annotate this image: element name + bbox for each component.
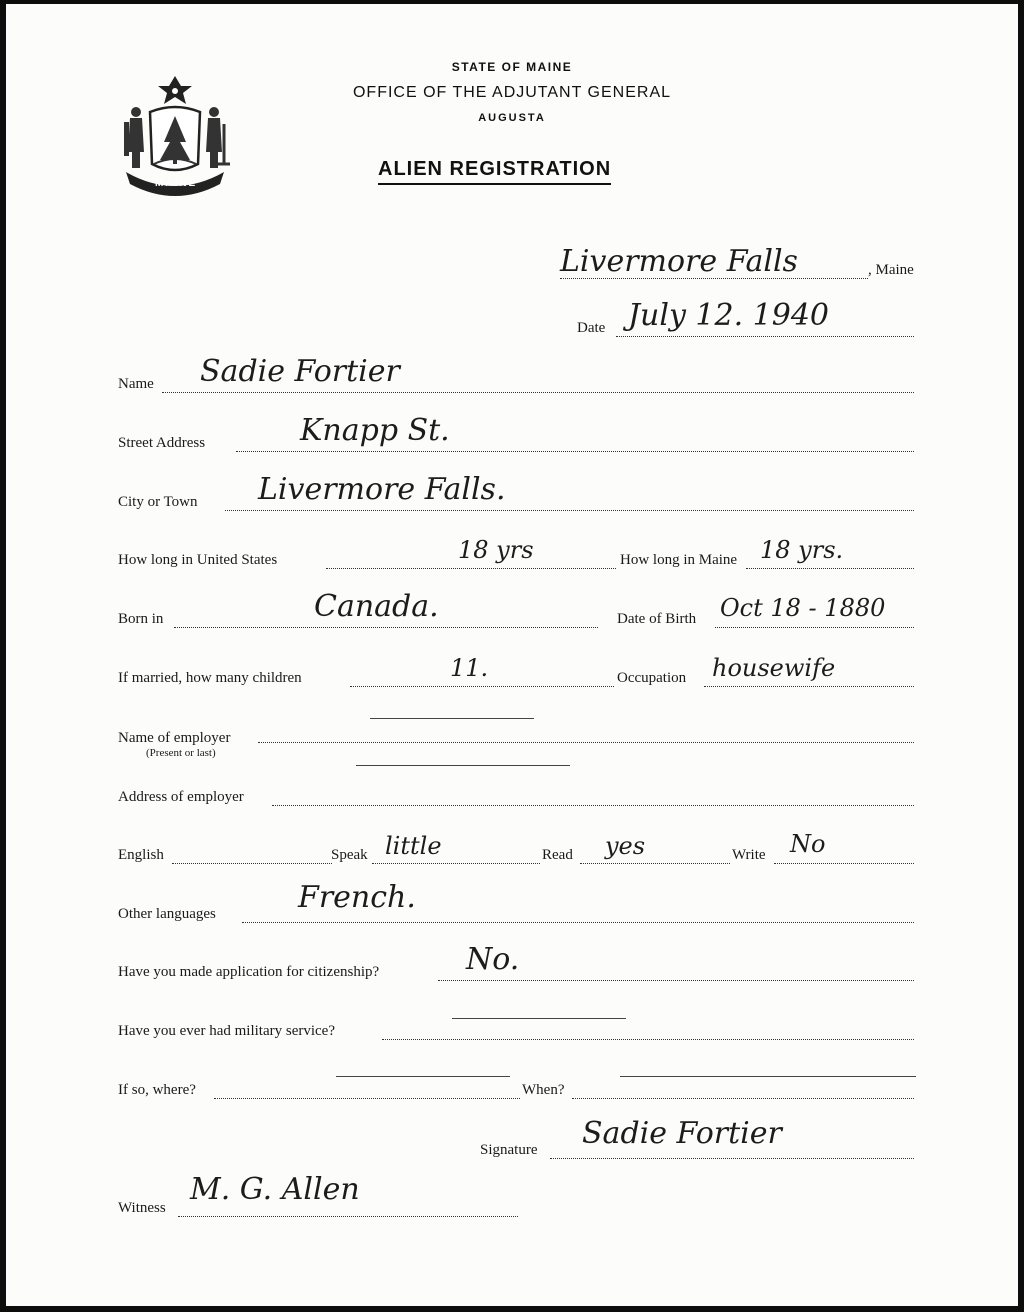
speak-value: little [385,832,442,860]
date-label: Date [577,320,606,336]
where-label: If so, where? [118,1082,196,1098]
street-value: Knapp St. [300,413,450,448]
english-label: English [118,847,164,863]
street-label: Street Address [118,435,206,451]
signature-label: Signature [480,1142,538,1158]
office-heading: OFFICE OF THE ADJUTANT GENERAL [352,84,672,101]
signature-value: Sadie Fortier [582,1116,782,1151]
street-line [236,451,914,452]
speak-line [372,863,540,864]
other-languages-label: Other languages [118,906,216,922]
employer-sublabel: (Present or last) [146,747,216,759]
employer-address-dash-mark [356,765,570,766]
other-languages-value: French. [298,880,416,915]
city-heading: AUGUSTA [478,112,546,124]
maine-duration-value: 18 yrs. [760,536,844,564]
read-line [580,863,730,864]
military-label: Have you ever had military service? [118,1023,335,1039]
dob-line [715,627,914,628]
city-value: Livermore Falls. [258,472,506,507]
us-duration-value: 18 yrs [458,536,534,564]
employer-dash-mark [370,718,534,719]
military-dash-mark [452,1018,626,1019]
citizenship-line [438,980,914,981]
read-label: Read [542,847,573,863]
seal-text: MAINE [155,178,198,189]
maine-duration-label: How long in Maine [620,552,738,568]
where-line [214,1098,520,1099]
form-title: ALIEN REGISTRATION [378,158,611,185]
name-label: Name [118,376,154,392]
citizenship-label: Have you made application for citizenship? [118,964,380,980]
write-value: No [790,830,826,858]
children-line [350,686,614,687]
where-dash-mark [336,1076,510,1077]
date-value: July 12. 1940 [628,298,830,333]
read-value: yes [605,832,646,860]
location-value: Livermore Falls [560,244,798,279]
employer-address-line [272,805,914,806]
name-line [162,392,914,393]
write-line [774,863,914,864]
occupation-value: housewife [712,654,836,682]
speak-label: Speak [331,847,368,863]
children-value: 11. [450,654,489,682]
employer-address-label: Address of employer [118,789,244,805]
born-value: Canada. [314,589,439,624]
when-line [572,1098,914,1099]
employer-label: Name of employer [118,730,231,746]
us-duration-label: How long in United States [118,552,278,568]
occupation-line [704,686,914,687]
english-line [172,863,332,864]
citizenship-value: No. [466,942,520,977]
born-line [174,627,598,628]
state-heading: STATE OF MAINE [451,60,573,74]
employer-line [258,742,914,743]
city-label: City or Town [118,494,198,510]
maine-duration-line [746,568,914,569]
born-label: Born in [118,611,164,627]
name-value: Sadie Fortier [200,354,400,389]
children-label: If married, how many children [118,670,302,686]
location-line [560,278,868,279]
witness-line [178,1216,518,1217]
date-line [616,336,914,337]
other-languages-line [242,922,914,923]
signature-line [550,1158,914,1159]
us-duration-line [326,568,616,569]
occupation-label: Occupation [617,670,687,686]
when-dash-mark [620,1076,916,1077]
dob-label: Date of Birth [617,611,697,627]
write-label: Write [732,847,766,863]
witness-value: M. G. Allen [190,1172,360,1207]
dob-value: Oct 18 - 1880 [720,594,886,622]
military-line [382,1039,914,1040]
when-label: When? [522,1082,565,1098]
witness-label: Witness [118,1200,166,1216]
location-suffix: , Maine [868,262,914,278]
city-line [225,510,914,511]
